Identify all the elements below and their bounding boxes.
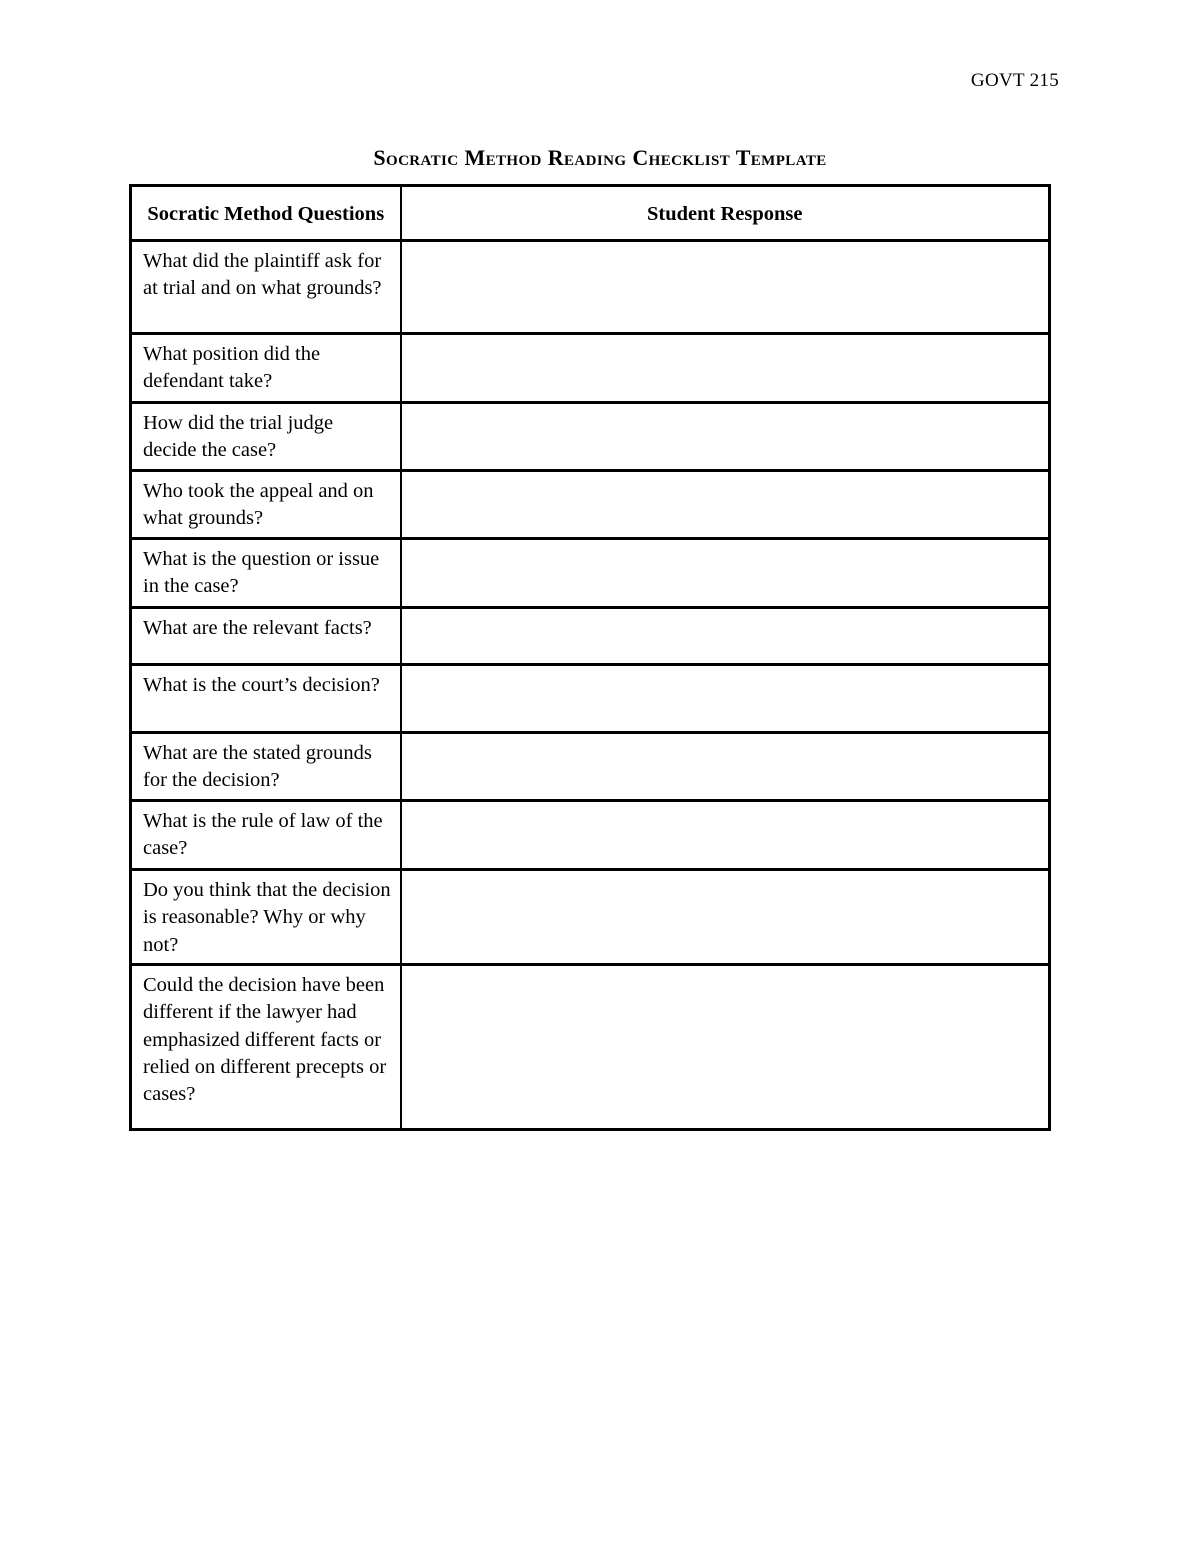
table-row (131, 801, 1050, 870)
question-cell: What is the rule of law of the case? (131, 801, 401, 870)
title-word: Checklist (632, 145, 731, 170)
title-word: Reading (547, 145, 627, 170)
question-cell: What are the relevant facts? (131, 608, 401, 665)
response-cell[interactable] (401, 733, 1050, 801)
table-row (131, 870, 1050, 965)
table-row (131, 241, 1050, 334)
table-row (131, 539, 1050, 608)
document-title (0, 145, 1200, 171)
title-word: Socratic (373, 145, 459, 170)
questions-column-header: Socratic Method Questions (131, 186, 401, 241)
response-cell[interactable] (401, 403, 1050, 471)
question-cell: What did the plaintiff ask for at trial and on what grounds? (131, 241, 401, 334)
question-cell: How did the trial judge decide the case? (131, 403, 401, 471)
response-cell[interactable] (401, 801, 1050, 870)
table-row (131, 733, 1050, 801)
question-cell: What is the question or issue in the case? (131, 539, 401, 608)
header-row (131, 186, 1050, 241)
table-row (131, 608, 1050, 665)
response-cell[interactable] (401, 471, 1050, 539)
response-cell[interactable] (401, 334, 1050, 403)
question-cell: What is the court’s decision? (131, 665, 401, 733)
table-row (131, 965, 1050, 1130)
course-code: GOVT 215 (970, 70, 1059, 91)
response-cell[interactable] (401, 608, 1050, 665)
response-cell[interactable] (401, 241, 1050, 334)
question-cell: Who took the appeal and on what grounds? (131, 471, 401, 539)
question-cell: What are the stated grounds for the decision? (131, 733, 401, 801)
question-cell: Do you think that the decision is reasonable? Why or why not? (131, 870, 401, 965)
table-row (131, 665, 1050, 733)
response-cell[interactable] (401, 539, 1050, 608)
table-row (131, 334, 1050, 403)
question-cell: What position did the defendant take? (131, 334, 401, 403)
table-row (131, 471, 1050, 539)
title-word: Template (735, 145, 827, 170)
question-cell: Could the decision have been different if the lawyer had emphasized different facts or relied on different precepts or cases? (131, 965, 401, 1130)
response-cell[interactable] (401, 665, 1050, 733)
checklist-table (129, 184, 1051, 1131)
response-cell[interactable] (401, 965, 1050, 1130)
response-column-header: Student Response (401, 186, 1050, 241)
response-cell[interactable] (401, 870, 1050, 965)
title-word: Method (464, 145, 542, 170)
table-row (131, 403, 1050, 471)
